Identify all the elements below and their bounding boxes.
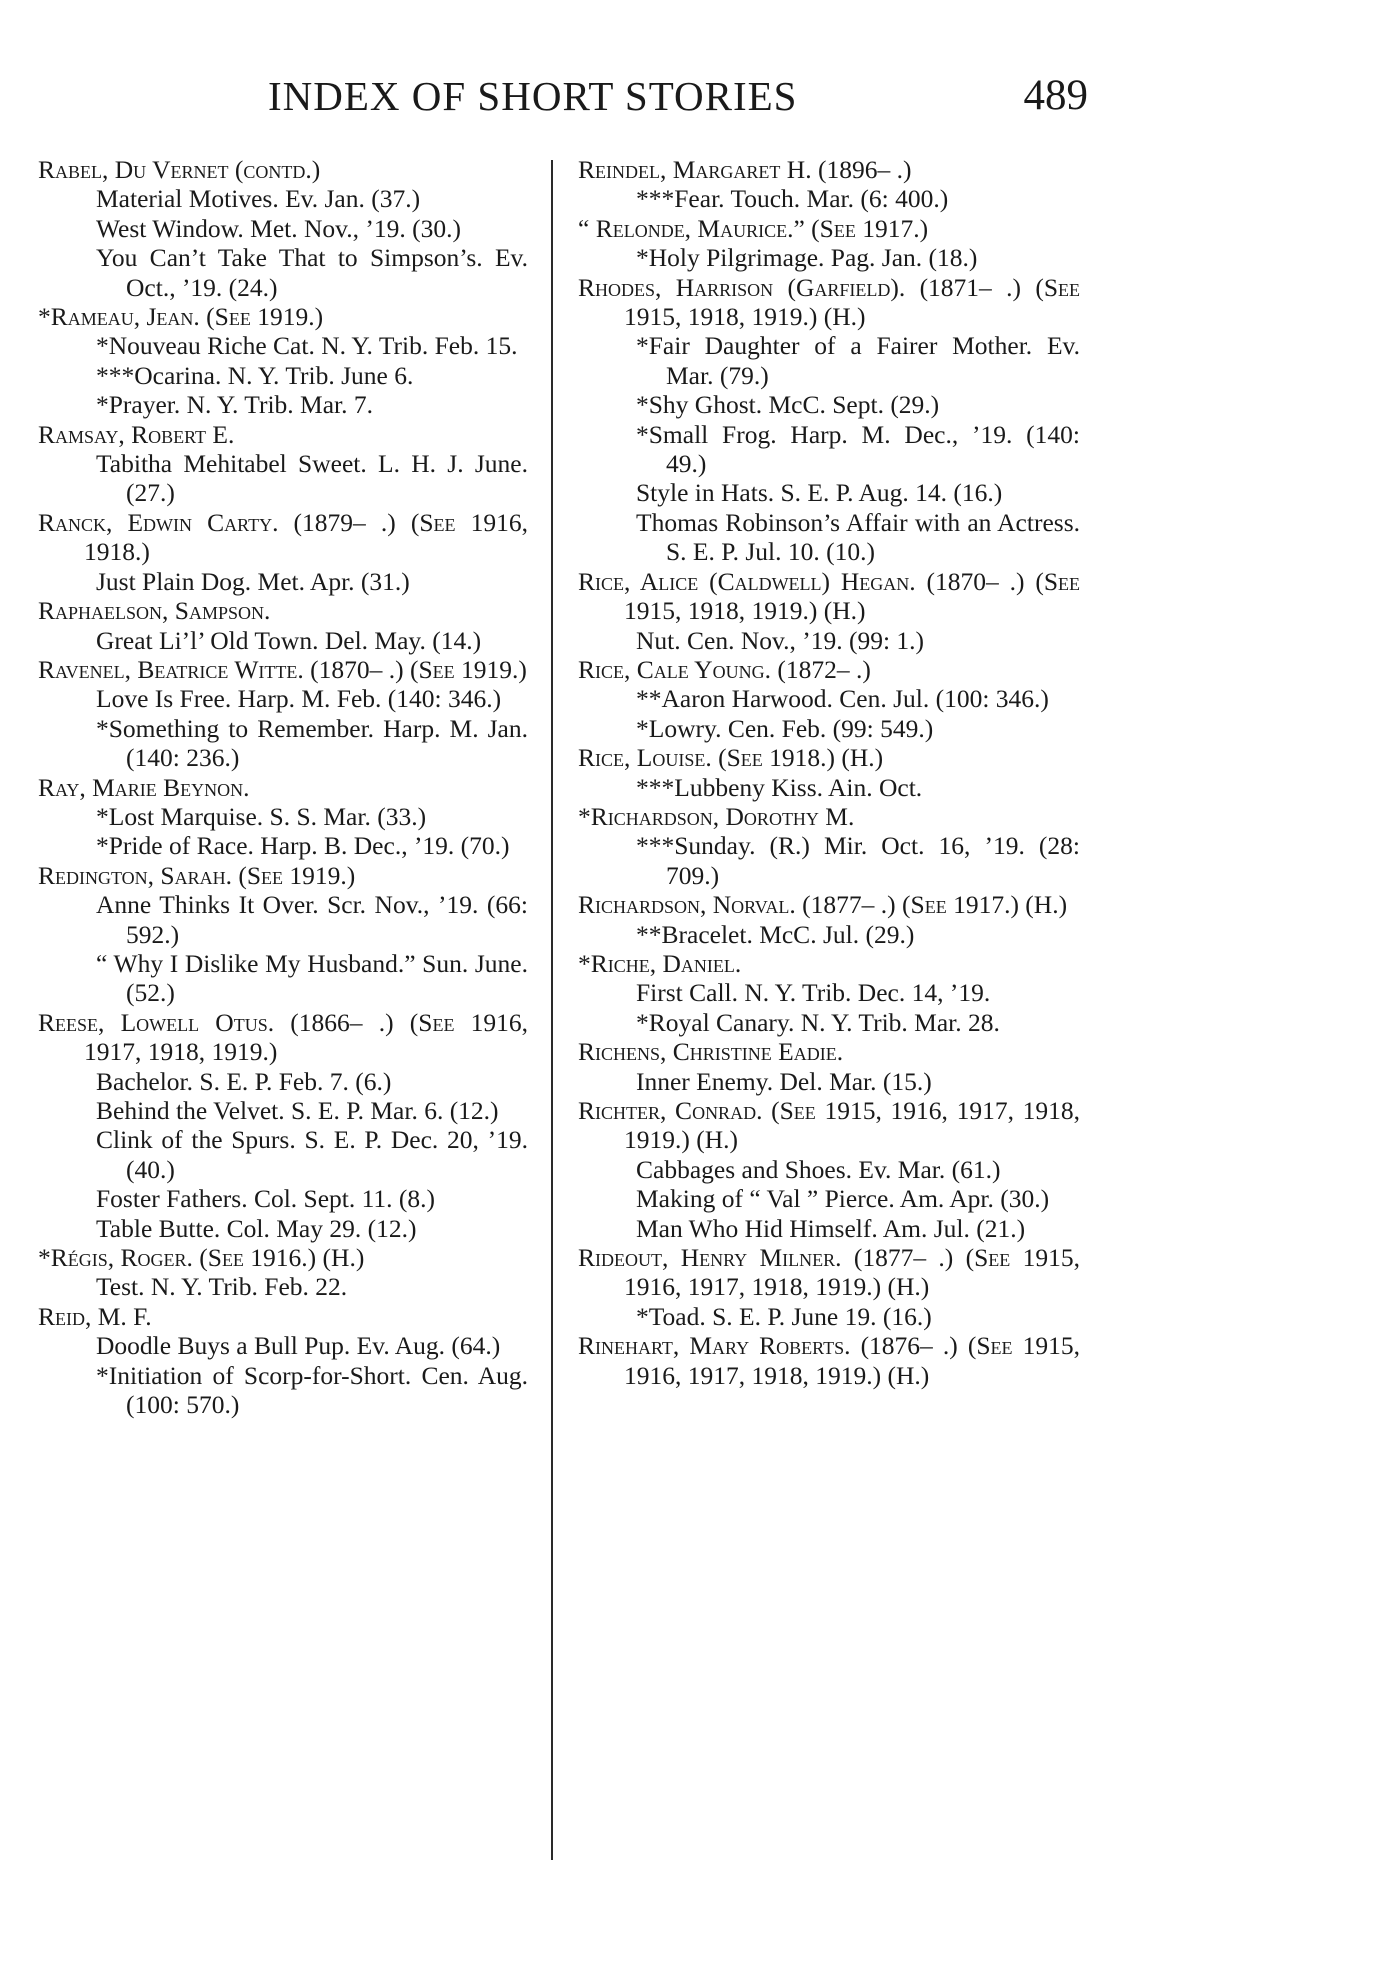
story-entry: Foster Fathers. Col. Sept. 11. (8.) bbox=[96, 1184, 436, 1214]
author-heading: *Régis, Roger. (See 1916.) (H.) bbox=[38, 1243, 365, 1273]
author-heading: *Rameau, Jean. (See 1919.) bbox=[38, 302, 324, 332]
story-entry: *Prayer. N. Y. Trib. Mar. 7. bbox=[96, 390, 373, 420]
story-entry: *Initiation of Scorp-for-Short. Cen. Aug. (100: 570.) bbox=[96, 1360, 528, 1420]
author-heading: Richardson, Norval. (1877– .) (See 1917.) (H.) bbox=[578, 890, 1068, 920]
story-entry: West Window. Met. Nov., ’19. (30.) bbox=[96, 213, 461, 243]
story-entry: *Shy Ghost. McC. Sept. (29.) bbox=[636, 390, 940, 420]
story-entry: *Pride of Race. Harp. B. Dec., ’19. (70.) bbox=[96, 831, 510, 861]
author-heading: Rice, Alice (Caldwell) Hegan. (1870– .) (See 1915, 1918, 1919.) (H.) bbox=[578, 566, 1080, 626]
story-entry: Doodle Buys a Bull Pup. Ev. Aug. (64.) bbox=[96, 1331, 501, 1361]
story-entry: Tabitha Mehitabel Sweet. L. H. J. June. (27.) bbox=[96, 449, 528, 508]
author-heading: Ray, Marie Beynon. bbox=[38, 772, 250, 802]
author-heading: *Richardson, Dorothy M. bbox=[578, 801, 855, 831]
author-heading: Rice, Louise. (See 1918.) (H.) bbox=[578, 743, 884, 773]
story-entry: Nut. Cen. Nov., ’19. (99: 1.) bbox=[636, 625, 925, 655]
author-heading: Redington, Sarah. (See 1919.) bbox=[38, 860, 356, 890]
author-heading: *Riche, Daniel. bbox=[578, 948, 742, 978]
story-entry: Bachelor. S. E. P. Feb. 7. (6.) bbox=[96, 1066, 392, 1096]
author-heading: Richens, Christine Eadie. bbox=[578, 1037, 844, 1067]
story-entry: Clink of the Spurs. S. E. P. Dec. 20, ’19. (40.) bbox=[96, 1125, 528, 1184]
story-entry: You Can’t Take That to Simpson’s. Ev. Oct., ’19. (24.) bbox=[96, 243, 528, 302]
author-heading: Richter, Conrad. (See 1915, 1916, 1917, 1918, 1919.) (H.) bbox=[578, 1096, 1080, 1155]
story-entry: Love Is Free. Harp. M. Feb. (140: 346.) bbox=[96, 684, 502, 714]
story-entry: Material Motives. Ev. Jan. (37.) bbox=[96, 184, 421, 214]
author-heading: Ranck, Edwin Carty. (1879– .) (See 1916, 1918.) bbox=[38, 507, 528, 567]
story-entry: **Bracelet. McC. Jul. (29.) bbox=[636, 919, 915, 949]
story-entry: Great Li’l’ Old Town. Del. May. (14.) bbox=[96, 625, 482, 655]
story-entry: Style in Hats. S. E. P. Aug. 14. (16.) bbox=[636, 478, 1003, 508]
right-column bbox=[578, 155, 1080, 1390]
story-entry: Cabbages and Shoes. Ev. Mar. (61.) bbox=[636, 1154, 1001, 1184]
story-entry: Inner Enemy. Del. Mar. (15.) bbox=[636, 1066, 932, 1096]
left-column bbox=[38, 155, 528, 1419]
story-entry: *Lost Marquise. S. S. Mar. (33.) bbox=[96, 801, 427, 831]
author-heading: Rabel, Du Vernet (contd.) bbox=[38, 155, 321, 184]
author-heading: Rinehart, Mary Roberts. (1876– .) (See 1915, 1916, 1917, 1918, 1919.) (H.) bbox=[578, 1331, 1080, 1390]
author-heading: Reid, M. F. bbox=[38, 1301, 152, 1331]
story-entry: Just Plain Dog. Met. Apr. (31.) bbox=[96, 566, 410, 596]
author-heading: Rice, Cale Young. (1872– .) bbox=[578, 654, 871, 684]
story-entry: ***Ocarina. N. Y. Trib. June 6. bbox=[96, 360, 414, 390]
running-head bbox=[268, 66, 1088, 126]
story-entry: *Small Frog. Harp. M. Dec., ’19. (140: 49.) bbox=[636, 419, 1080, 479]
story-entry: ***Fear. Touch. Mar. (6: 400.) bbox=[636, 184, 949, 214]
story-entry: *Holy Pilgrimage. Pag. Jan. (18.) bbox=[636, 243, 978, 273]
story-entry: Behind the Velvet. S. E. P. Mar. 6. (12.) bbox=[96, 1096, 499, 1125]
story-entry: First Call. N. Y. Trib. Dec. 14, ’19. bbox=[636, 978, 991, 1008]
author-heading: Reindel, Margaret H. (1896– .) bbox=[578, 155, 912, 184]
author-heading: Rhodes, Harrison (Garfield). (1871– .) (See 1915, 1918, 1919.) (H.) bbox=[578, 272, 1080, 332]
story-entry: *Fair Daughter of a Fairer Mother. Ev. Mar. (79.) bbox=[636, 331, 1080, 390]
story-entry: Anne Thinks It Over. Scr. Nov., ’19. (66: 592.) bbox=[96, 890, 528, 949]
story-entry: Man Who Hid Himself. Am. Jul. (21.) bbox=[636, 1213, 1026, 1243]
author-heading: Ravenel, Beatrice Witte. (1870– .) (See 1919.) bbox=[38, 654, 527, 684]
author-heading: Raphaelson, Sampson. bbox=[38, 596, 271, 626]
author-heading: “ Relonde, Maurice.” (See 1917.) bbox=[578, 213, 929, 243]
story-entry: Table Butte. Col. May 29. (12.) bbox=[96, 1213, 417, 1243]
story-entry: Test. N. Y. Trib. Feb. 22. bbox=[96, 1272, 348, 1302]
story-entry: Making of “ Val ” Pierce. Am. Apr. (30.) bbox=[636, 1184, 1050, 1214]
author-heading: Ramsay, Robert E. bbox=[38, 419, 235, 449]
story-entry: ***Lubbeny Kiss. Ain. Oct. bbox=[636, 772, 923, 802]
story-entry: **Aaron Harwood. Cen. Jul. (100: 346.) bbox=[636, 684, 1049, 714]
story-entry: *Something to Remember. Harp. M. Jan. (140: 236.) bbox=[96, 713, 528, 773]
author-heading: Rideout, Henry Milner. (1877– .) (See 1915, 1916, 1917, 1918, 1919.) (H.) bbox=[578, 1243, 1080, 1302]
story-entry: *Toad. S. E. P. June 19. (16.) bbox=[636, 1301, 932, 1331]
story-entry: ***Sunday. (R.) Mir. Oct. 16, ’19. (28: 709.) bbox=[636, 831, 1080, 890]
running-title: INDEX OF SHORT STORIES bbox=[268, 73, 798, 119]
page-number: 489 bbox=[1023, 72, 1088, 119]
story-entry: Thomas Robinson’s Affair with an Actress. S. E. P. Jul. 10. (10.) bbox=[636, 507, 1080, 567]
story-entry: *Royal Canary. N. Y. Trib. Mar. 28. bbox=[636, 1007, 1000, 1037]
story-entry: *Lowry. Cen. Feb. (99: 549.) bbox=[636, 713, 934, 743]
story-entry: “ Why I Dislike My Husband.” Sun. June. (52.) bbox=[96, 948, 528, 1008]
story-entry: *Nouveau Riche Cat. N. Y. Trib. Feb. 15. bbox=[96, 331, 518, 361]
author-heading: Reese, Lowell Otus. (1866– .) (See 1916, 1917, 1918, 1919.) bbox=[38, 1007, 528, 1067]
column-divider bbox=[551, 160, 553, 1860]
